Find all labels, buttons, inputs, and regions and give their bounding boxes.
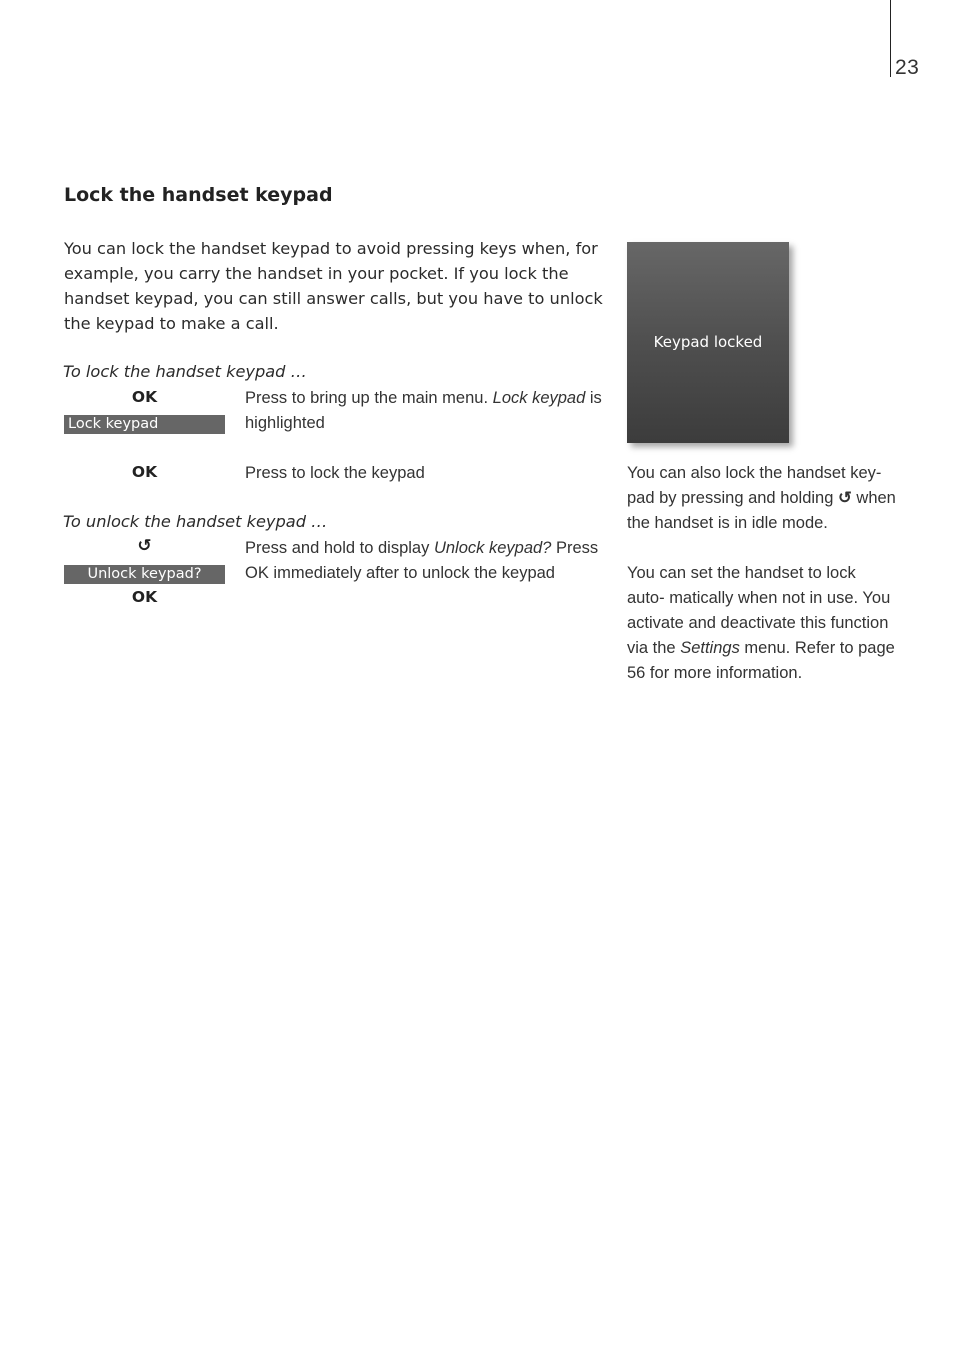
unlock-text: Press and hold to display	[245, 539, 434, 557]
intro-paragraph: You can lock the handset keypad to avoid pressing keys when, for example, you carry the handset in your pocket. If you lock the handset keypad, you can still answer calls, but you have to unlock the keypad to make a call.	[64, 239, 603, 333]
ok-key-label: OK	[131, 588, 158, 606]
lock-section-heading: To lock the handset keypad …	[63, 362, 307, 381]
page-title: Lock the handset keypad	[64, 184, 333, 206]
side-note-1-text: You can also lock the handset key- pad by pressing and holding	[627, 464, 882, 507]
side-note-2	[627, 561, 897, 686]
lock-step1-suffix: is highlighted	[245, 389, 602, 432]
back-arrow-icon: ↺	[838, 489, 852, 507]
lock-keypad-menu-item: Lock keypad	[64, 415, 225, 434]
back-arrow-icon: ↺	[137, 536, 152, 556]
unlock-description	[245, 536, 615, 586]
unlock-keypad-menu-item: Unlock keypad?	[64, 565, 225, 584]
side-note-2-suffix: menu. Refer to page 56 for more information.	[627, 639, 895, 682]
lock-step1-description	[245, 386, 615, 436]
unlock-italic: Unlock keypad?	[433, 539, 552, 557]
lock-step1-italic: Lock keypad	[492, 389, 586, 407]
page-divider-line	[890, 0, 891, 77]
unlock-section-heading: To unlock the handset keypad …	[63, 512, 328, 531]
ok-key-label: OK	[131, 463, 158, 481]
page-number: 23	[895, 56, 920, 79]
unlock-suffix: Press OK immediately after to unlock the keypad	[245, 539, 599, 582]
handset-display	[627, 242, 789, 443]
lock-step2-description: Press to lock the keypad	[245, 464, 425, 482]
side-note-1	[627, 461, 897, 536]
lock-step1-text: Press to bring up the main menu.	[245, 389, 493, 407]
side-note-2-text: You can set the handset to lock auto- matically when not in use. You activate and deactivate this function via the	[627, 564, 891, 657]
side-note-2-italic: Settings	[680, 639, 740, 657]
ok-key-label: OK	[131, 388, 158, 406]
side-note-1-suffix: when the handset is in idle mode.	[627, 489, 896, 532]
display-text: Keypad locked	[653, 333, 763, 351]
